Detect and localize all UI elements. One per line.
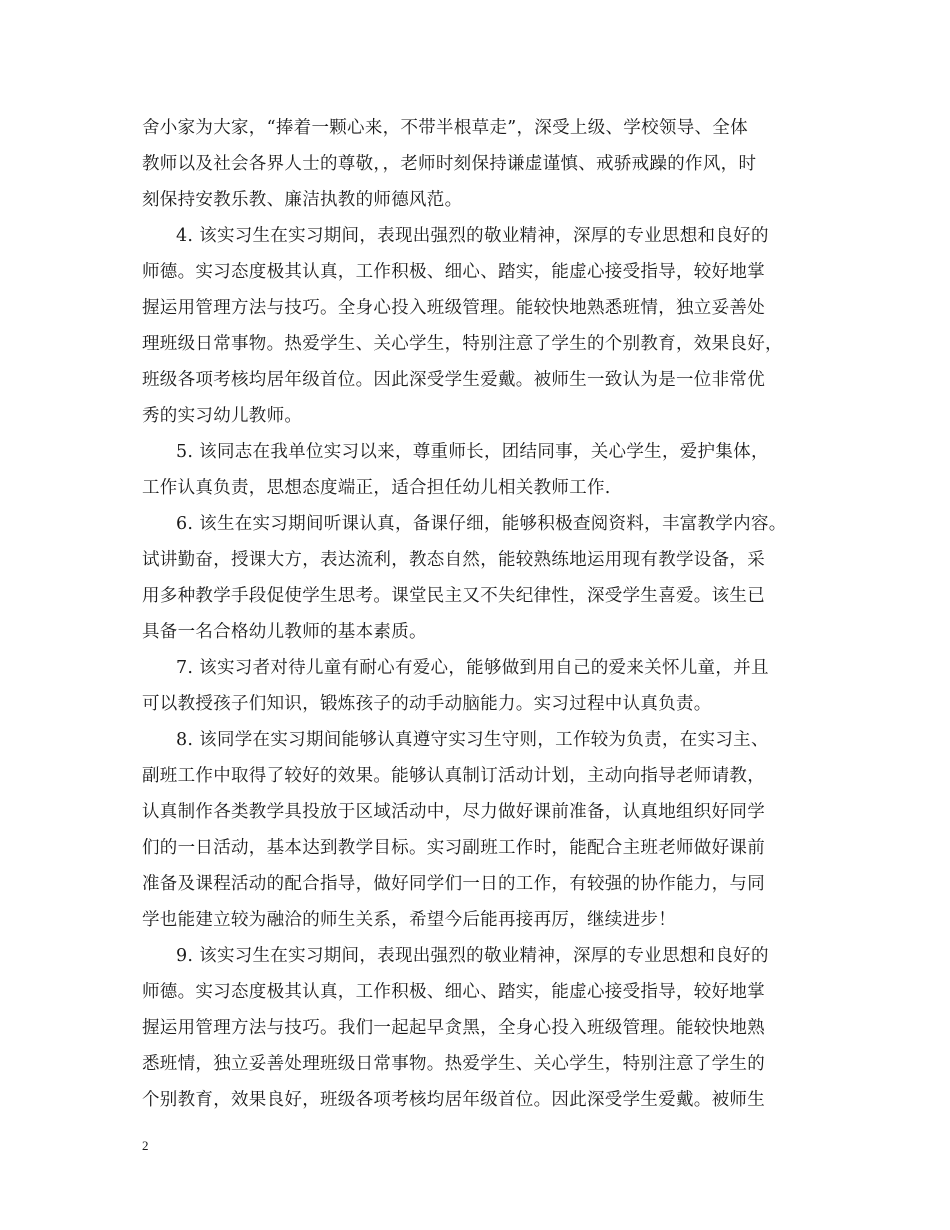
text-line: 学也能建立较为融洽的师生关系，希望今后能再接再厉，继续进步！ — [142, 910, 676, 930]
text-line: 们的一日活动，基本达到教学目标。实习副班工作时，能配合主班老师做好课前 — [142, 838, 765, 858]
text-line: 舍小家为大家，“捧着一颗心来，不带半根草走”，深受上级、学校领导、全体 — [142, 118, 748, 138]
text-line: 悉班情，独立妥善处理班级日常事物。热爱学生、关心学生，特别注意了学生的 — [142, 1054, 765, 1074]
text-line: 具备一名合格幼儿教师的基本素质。 — [142, 622, 427, 642]
text-line: 准备及课程活动的配合指导，做好同学们一日的工作，有较强的协作能力，与同 — [142, 874, 765, 894]
paragraph-first-line: 5. 该同志在我单位实习以来，尊重师长，团结同事，关心学生，爱护集体， — [176, 442, 769, 462]
text-line: 秀的实习幼儿教师。 — [142, 406, 303, 426]
text-line: 教师以及社会各界人士的尊敬，，老师时刻保持谦虚谨慎、戒骄戒躁的作风，时 — [142, 154, 757, 174]
paragraph-first-line: 7. 该实习者对待儿童有耐心有爱心，能够做到用自己的爱来关怀儿童，并且 — [176, 658, 769, 678]
text-line: 副班工作中取得了较好的效果。能够认真制订活动计划，主动向指导老师请教， — [142, 766, 765, 786]
paragraph-first-line: 6. 该生在实习期间听课认真，备课仔细，能够积极查阅资料，丰富教学内容。 — [176, 514, 787, 534]
text-line: 握运用管理方法与技巧。我们一起起早贪黑，全身心投入班级管理。能较快地熟 — [142, 1018, 765, 1038]
paragraph-first-line: 8. 该同学在实习期间能够认真遵守实习生守则，工作较为负责，在实习主、 — [176, 730, 769, 750]
text-line: 可以教授孩子们知识，锻炼孩子的动手动脑能力。实习过程中认真负责。 — [142, 694, 712, 714]
text-line: 个别教育，效果良好，班级各项考核均居年级首位。因此深受学生爱戴。被师生 — [142, 1090, 765, 1110]
text-line: 班级各项考核均居年级首位。因此深受学生爱戴。被师生一致认为是一位非常优 — [142, 370, 765, 390]
text-line: 师德。实习态度极其认真，工作积极、细心、踏实，能虚心接受指导，较好地掌 — [142, 262, 765, 282]
text-line: 用多种教学手段促使学生思考。课堂民主又不失纪律性，深受学生喜爱。该生已 — [142, 586, 765, 606]
text-line: 师德。实习态度极其认真，工作积极、细心、踏实，能虚心接受指导，较好地掌 — [142, 982, 765, 1002]
page-number: 2 — [142, 1138, 149, 1153]
text-line: 理班级日常事物。热爱学生、关心学生，特别注意了学生的个别教育，效果良好， — [142, 334, 783, 354]
paragraph-first-line: 4. 该实习生在实习期间，表现出强烈的敬业精神，深厚的专业思想和良好的 — [176, 226, 769, 246]
text-line: 工作认真负责，思想态度端正，适合担任幼儿相关教师工作. — [142, 478, 611, 498]
text-line: 握运用管理方法与技巧。全身心投入班级管理。能较快地熟悉班情，独立妥善处 — [142, 298, 765, 318]
text-line: 刻保持安教乐教、廉洁执教的师德风范。 — [142, 190, 463, 210]
body-text — [142, 110, 822, 1118]
paragraph-first-line: 9. 该实习生在实习期间，表现出强烈的敬业精神，深厚的专业思想和良好的 — [176, 946, 769, 966]
text-line: 认真制作各类教学具投放于区域活动中，尽力做好课前准备，认真地组织好同学 — [142, 802, 765, 822]
text-line: 试讲勤奋，授课大方，表达流利，教态自然，能较熟练地运用现有教学设备，采 — [142, 550, 765, 570]
